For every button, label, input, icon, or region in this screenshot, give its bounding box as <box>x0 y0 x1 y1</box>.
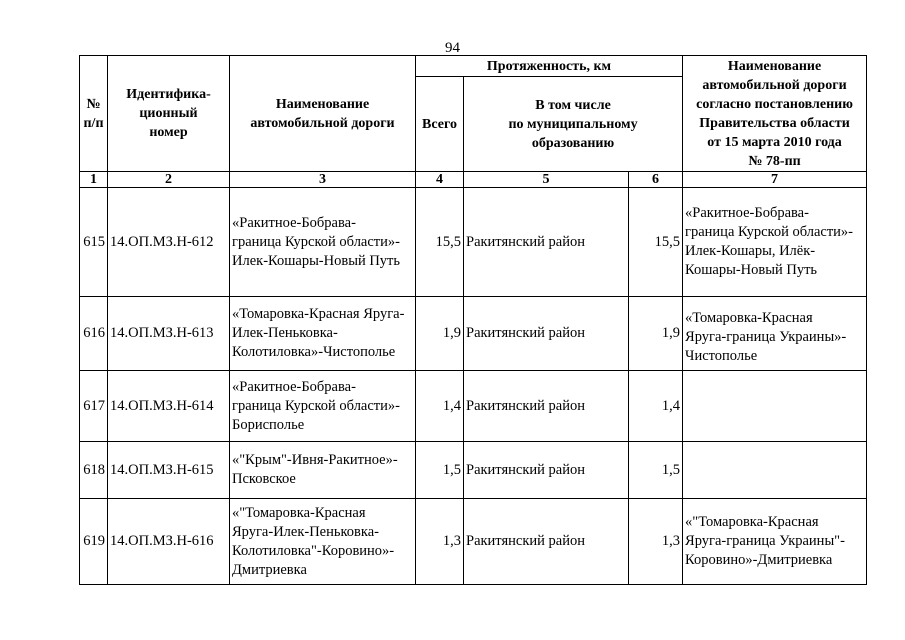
header-id: Идентифика- ционный номер <box>108 56 230 172</box>
length-total: 1,9 <box>416 297 464 371</box>
road-name-by-decree: «Томаровка-Красная Яруга-граница Украины»- Чистополье <box>683 297 867 371</box>
table-row <box>80 442 867 499</box>
municipality: Ракитянский район <box>464 188 629 297</box>
road-id: 14.ОП.МЗ.Н-612 <box>108 188 230 297</box>
road-name-by-decree <box>683 371 867 442</box>
row-number: 615 <box>80 188 108 297</box>
header-doc-name: Наименование автомобильной дороги согласно постановлению Правительства области от 15 марта 2010 года № 78-пп <box>683 56 867 172</box>
road-name-by-decree: «"Томаровка-Красная Яруга-граница Украины"- Коровино»-Дмитриевка <box>683 499 867 585</box>
row-number: 616 <box>80 297 108 371</box>
table-row <box>80 499 867 585</box>
table-row <box>80 371 867 442</box>
road-name: «"Томаровка-Красная Яруга-Илек-Пеньковка- Колотиловка"-Коровино»- Дмитриевка <box>230 499 416 585</box>
table-row <box>80 297 867 371</box>
road-id: 14.ОП.МЗ.Н-616 <box>108 499 230 585</box>
length-total: 15,5 <box>416 188 464 297</box>
column-number: 3 <box>230 172 416 188</box>
road-name: «"Крым"-Ивня-Ракитное»- Псковское <box>230 442 416 499</box>
road-name-by-decree: «Ракитное-Бобрава- граница Курской области»- Илек-Кошары, Илёк- Кошары-Новый Путь <box>683 188 867 297</box>
municipality: Ракитянский район <box>464 297 629 371</box>
column-numbers-row <box>80 172 867 188</box>
table-row <box>80 188 867 297</box>
column-number: 2 <box>108 172 230 188</box>
road-id: 14.ОП.МЗ.Н-613 <box>108 297 230 371</box>
length-total: 1,5 <box>416 442 464 499</box>
header-num: № п/п <box>80 56 108 172</box>
column-number: 6 <box>629 172 683 188</box>
municipality: Ракитянский район <box>464 499 629 585</box>
road-name-by-decree <box>683 442 867 499</box>
header-total: Всего <box>416 77 464 172</box>
column-number: 1 <box>80 172 108 188</box>
page-number: 94 <box>445 40 460 56</box>
municipality-length: 1,3 <box>629 499 683 585</box>
municipality: Ракитянский район <box>464 442 629 499</box>
length-total: 1,3 <box>416 499 464 585</box>
row-number: 619 <box>80 499 108 585</box>
column-number: 4 <box>416 172 464 188</box>
municipality-length: 1,5 <box>629 442 683 499</box>
municipality-length: 1,4 <box>629 371 683 442</box>
road-name: «Ракитное-Бобрава- граница Курской области»- Борисполье <box>230 371 416 442</box>
header-length-group: Протяженность, км <box>416 56 683 77</box>
roads-table <box>79 55 867 585</box>
row-number: 617 <box>80 371 108 442</box>
header-incl: В том числе по муниципальному образованию <box>464 77 683 172</box>
municipality-length: 1,9 <box>629 297 683 371</box>
municipality: Ракитянский район <box>464 371 629 442</box>
road-name: «Томаровка-Красная Яруга- Илек-Пеньковка- Колотиловка»-Чистополье <box>230 297 416 371</box>
column-number: 5 <box>464 172 629 188</box>
row-number: 618 <box>80 442 108 499</box>
municipality-length: 15,5 <box>629 188 683 297</box>
road-id: 14.ОП.МЗ.Н-614 <box>108 371 230 442</box>
length-total: 1,4 <box>416 371 464 442</box>
header-name: Наименование автомобильной дороги <box>230 56 416 172</box>
road-id: 14.ОП.МЗ.Н-615 <box>108 442 230 499</box>
column-number: 7 <box>683 172 867 188</box>
road-name: «Ракитное-Бобрава- граница Курской области»- Илек-Кошары-Новый Путь <box>230 188 416 297</box>
